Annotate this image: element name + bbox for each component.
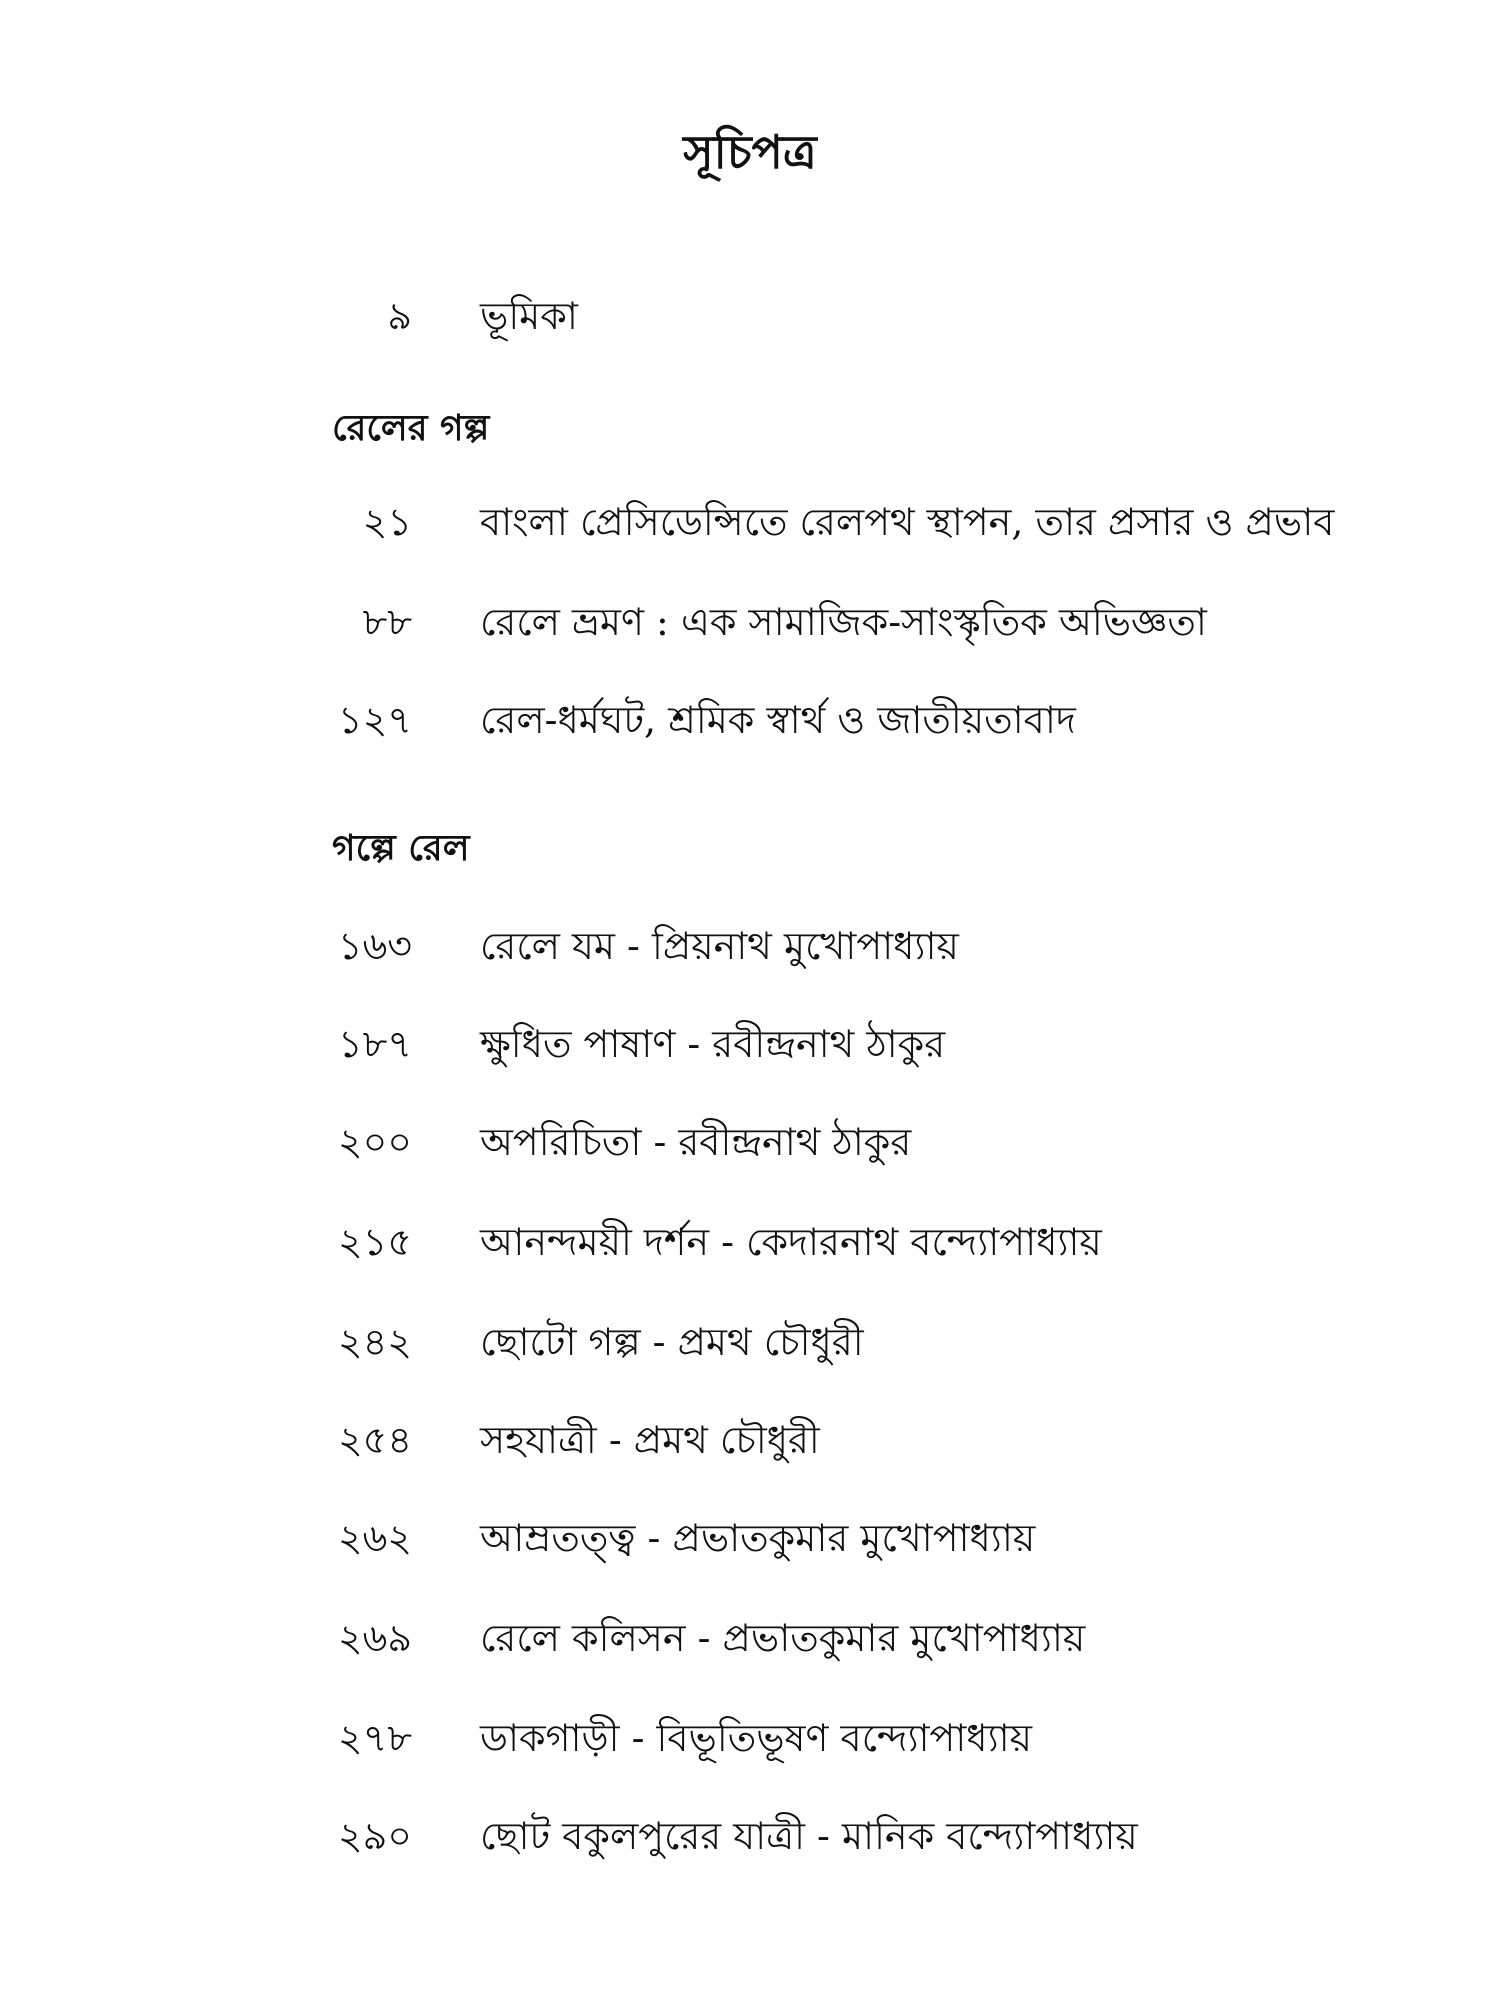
toc-entry — [0, 492, 1500, 552]
toc-page-number: ২৬৯ — [337, 1616, 412, 1660]
toc-page-number: ২১৫ — [337, 1220, 412, 1264]
toc-entry-title: বাংলা প্রেসিডেন্সিতে রেলপথ স্থাপন, তার প্রসার ও প্রভাব — [480, 500, 1335, 544]
section-heading-rail-in-stories: গল্পে রেল — [332, 827, 470, 869]
toc-entry-title: ভূমিকা — [480, 294, 578, 338]
toc-page-number: ১৬৩ — [337, 924, 412, 968]
toc-page-number: ২৫৪ — [337, 1418, 412, 1462]
toc-entry — [0, 1806, 1500, 1866]
toc-entry — [0, 1508, 1500, 1568]
toc-entry — [0, 1708, 1500, 1768]
toc-entry-title: রেলে কলিসন - প্রভাতকুমার মুখোপাধ্যায় — [480, 1616, 1086, 1660]
toc-entry-title: রেলে ভ্রমণ : এক সামাজিক-সাংস্কৃতিক অভিজ্ঞতা — [480, 600, 1207, 644]
toc-entry — [0, 1014, 1500, 1074]
toc-entry-title: অপরিচিতা - রবীন্দ্রনাথ ঠাকুর — [480, 1120, 912, 1164]
toc-entry — [0, 592, 1500, 652]
toc-entry — [0, 690, 1500, 750]
section-heading-rail-stories: রেলের গল্প — [332, 407, 490, 449]
toc-page-number: ২৪২ — [337, 1320, 412, 1364]
toc-entry — [0, 1608, 1500, 1668]
toc-entry-title: আনন্দময়ী দর্শন - কেদারনাথ বন্দ্যোপাধ্যায় — [480, 1220, 1102, 1264]
toc-entry — [0, 916, 1500, 976]
toc-page-number: ১৮৭ — [337, 1022, 412, 1066]
toc-page-number: ২৬২ — [337, 1516, 412, 1560]
toc-entry-title: রেল-ধর্মঘট, শ্রমিক স্বার্থ ও জাতীয়তাবাদ — [480, 698, 1076, 742]
toc-entry-title: ডাকগাড়ী - বিভূতিভূষণ বন্দ্যোপাধ্যায় — [480, 1716, 1033, 1760]
toc-page-number: ২৭৮ — [337, 1716, 412, 1760]
toc-entry — [0, 1312, 1500, 1372]
toc-entry-title: আম্রতত্ত্ব - প্রভাতকুমার মুখোপাধ্যায় — [480, 1516, 1036, 1560]
toc-entry-title: রেলে যম - প্রিয়নাথ মুখোপাধ্যায় — [480, 924, 959, 968]
toc-entry — [0, 1410, 1500, 1470]
toc-page-number: ২৯০ — [337, 1814, 412, 1858]
page-title: সূচিপত্র — [683, 125, 817, 179]
toc-entry-title: ছোটো গল্প - প্রমথ চৌধুরী — [480, 1320, 864, 1364]
toc-page-number: ৮৮ — [362, 600, 412, 644]
toc-entry — [0, 1212, 1500, 1272]
toc-page-number: ২১ — [362, 500, 412, 544]
toc-page-number: ৯ — [387, 294, 412, 338]
toc-entry — [0, 1112, 1500, 1172]
toc-entry-title: ক্ষুধিত পাষাণ - রবীন্দ্রনাথ ঠাকুর — [480, 1022, 946, 1066]
toc-page-number: ২০০ — [337, 1120, 412, 1164]
toc-entry-title: ছোট বকুলপুরের যাত্রী - মানিক বন্দ্যোপাধ্যায় — [480, 1814, 1138, 1858]
toc-page-number: ১২৭ — [337, 698, 412, 742]
toc-entry-title: সহযাত্রী - প্রমথ চৌধুরী — [480, 1418, 820, 1462]
toc-entry-intro — [0, 286, 1500, 346]
